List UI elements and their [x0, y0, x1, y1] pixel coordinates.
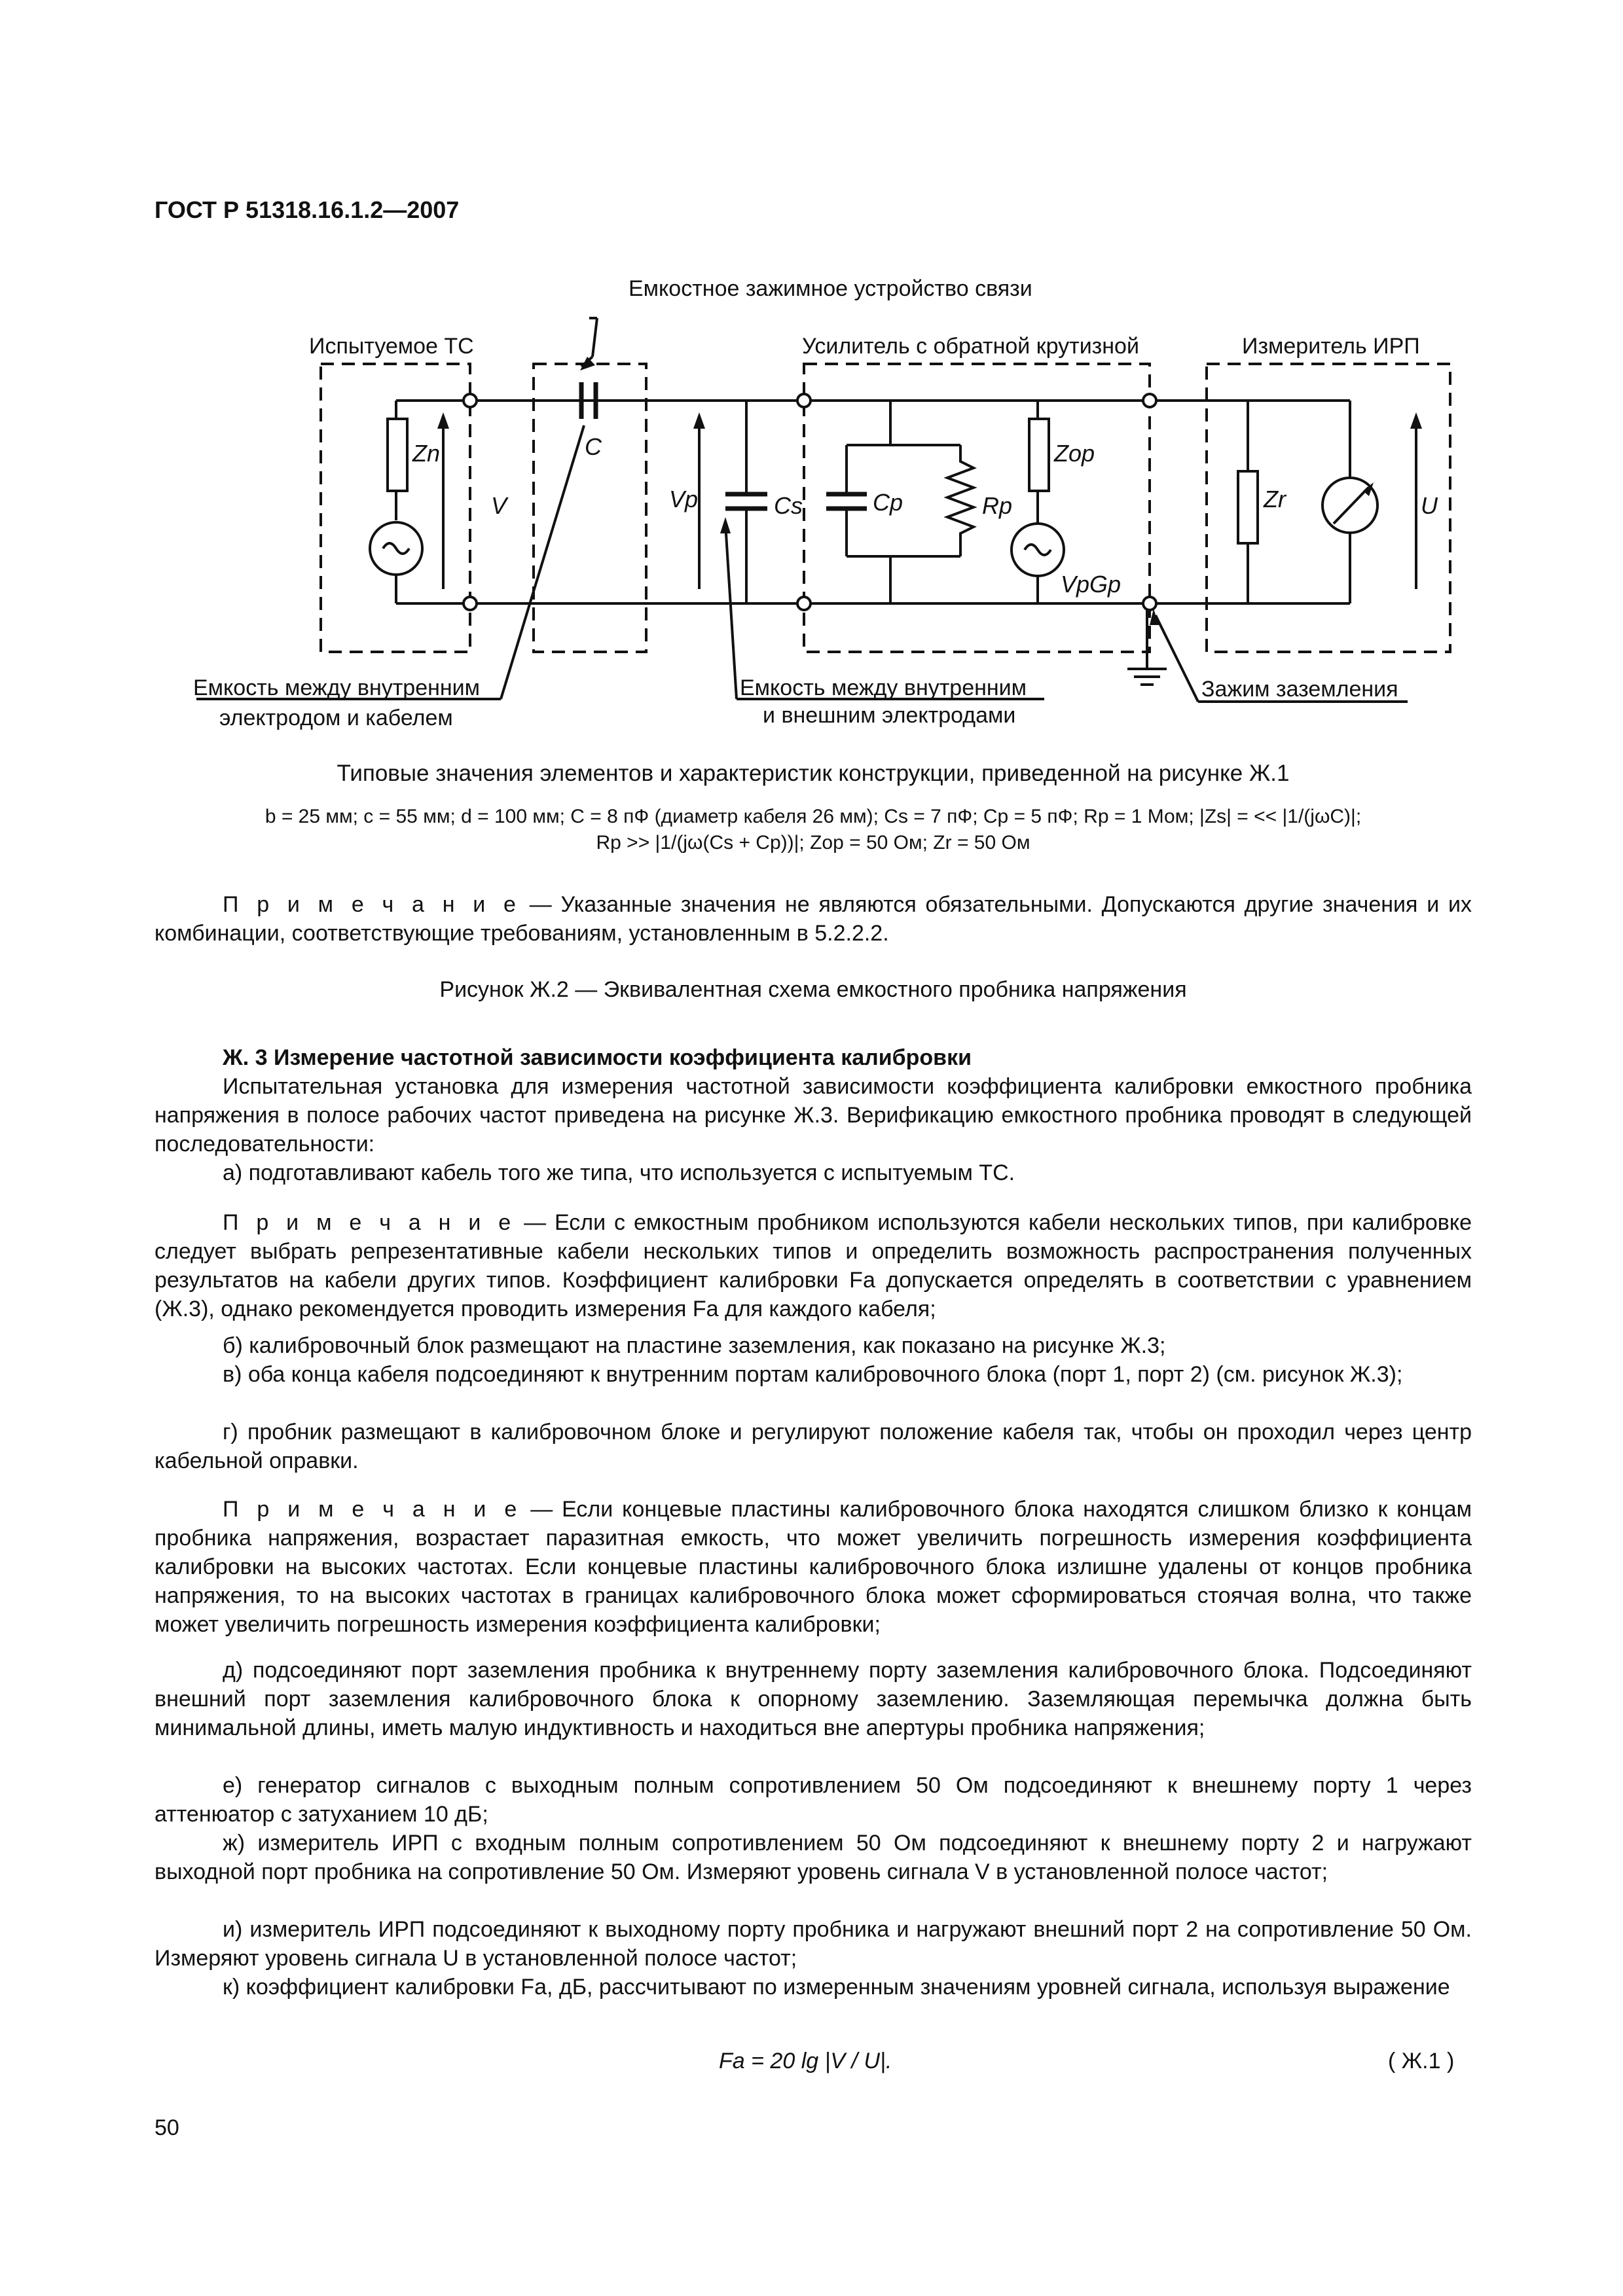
note-3-label: П р и м е ч а н и е: [223, 1497, 522, 1522]
figure-caption: Рисунок Ж.2 — Эквивалентная схема емкостного пробника напряжения: [439, 977, 1187, 1002]
note-1-label: П р и м е ч а н и е: [223, 892, 520, 917]
note-2: [155, 1208, 1472, 1323]
label-Cs: Cs: [774, 492, 803, 519]
item-k: к) коэффициент калибровки Fa, дБ, рассчитывают по измеренным значениям уровней сигнала, используя выражение: [223, 1975, 1450, 2000]
label-C: C: [585, 433, 602, 460]
label-amplifier: Усилитель с обратной крутизной: [802, 334, 1139, 359]
label-Vp: Vp: [669, 486, 699, 512]
item-b: б) калибровочный блок размещают на пластине заземления, как показано на рисунке Ж.3;: [223, 1333, 1166, 1358]
note-1-text: — Указанные значения не являются обязательными. Допускаются другие значения и их комбинации, соответствующие требованиям, установленным в 5.2.2.2.: [155, 892, 1472, 946]
label-Zr: Zr: [1264, 486, 1286, 512]
item-d: д) подсоединяют порт заземления пробника к внутреннему порту заземления калибровочного блока. Подсоединяют внешний порт заземления калибровочного блока к опорному заземлению. Заземляющая перемычка должна быть минимальной длины, иметь малую индуктивность и находиться вне апертуры пробника напряжения;: [155, 1658, 1472, 1740]
note-1: [155, 890, 1472, 948]
label-eut: Испытуемое ТС: [309, 334, 474, 359]
label-V: V: [491, 492, 507, 519]
label-meter: Измеритель ИРП: [1242, 334, 1420, 359]
equivalent-circuit-diagram: [0, 0, 1623, 759]
typical-values-line-2: Rp >> |1/(jω(Cs + Cp))|; Zop = 50 Ом; Zr = 50 Ом: [596, 832, 1030, 853]
item-a: а) подготавливают кабель того же типа, что используется с испытуемым ТС.: [223, 1160, 1015, 1185]
label-ground-clamp: Зажим заземления: [1201, 677, 1398, 702]
label-Cp: Cp: [873, 489, 903, 516]
note-2-label: П р и м е ч а н и е: [223, 1210, 516, 1235]
paragraph-1: Испытательная установка для измерения частотной зависимости коэффициента калибровки емкостного пробника напряжения в полосе рабочих частот приведена на рисунке Ж.3. Верификацию емкостного пробника проводят в следующей последовательности:: [155, 1074, 1472, 1157]
item-e: е) генератор сигналов с выходным полным сопротивлением 50 Ом подсоединяют к внешнему порту 1 через аттенюатор с затуханием 10 дБ;: [155, 1773, 1472, 1827]
page-number: 50: [155, 2115, 179, 2140]
label-VpGp: VpGp: [1061, 571, 1122, 598]
typical-values-line-1: b = 25 мм; c = 55 мм; d = 100 мм; C = 8 пФ (диаметр кабеля 26 мм); Cs = 7 пФ; Cp = 5 пФ; Rp = 1 Мом; |Zs| = << |1/(jωC)|;: [264, 806, 1362, 827]
formula: Fa = 20 lg |V / U|.: [719, 2049, 892, 2073]
label-Rp: Rp: [982, 492, 1013, 519]
label-inner-cable-cap-1: Емкость между внутренним: [193, 675, 481, 700]
item-i: и) измеритель ИРП подсоединяют к выходному порту пробника и нагружают внешний порт 2 на сопротивление 50 Ом. Измеряют уровень сигнала U в установленной полосе частот;: [155, 1917, 1472, 1971]
label-inner-outer-cap-1: Емкость между внутренним: [740, 675, 1027, 700]
note-3: [155, 1495, 1472, 1639]
label-inner-cable-cap-2: электродом и кабелем: [219, 706, 453, 730]
label-inner-outer-cap-2: и внешним электродами: [763, 703, 1016, 728]
item-v: в) оба конца кабеля подсоединяют к внутренним портам калибровочного блока (порт 1, порт 2) (см. рисунок Ж.3);: [223, 1362, 1403, 1387]
note-3-text: — Если концевые пластины калибровочного блока находятся слишком близко к концам пробника напряжения, возрастает паразитная емкость, что может увеличить погрешность измерения коэффициента калибровки на высоких частотах. Если концевые пластины калибровочного блока излишне удалены от концов пробника напряжения, то на высоких частотах в границах калибровочного блока может сформироваться стоячая волна, что также может увеличить погрешность измерения коэффициента калибровки;: [155, 1497, 1472, 1637]
item-g: г) пробник размещают в калибровочном блоке и регулируют положение кабеля так, чтобы он проходил через центр кабельной оправки.: [155, 1420, 1472, 1473]
typical-values-title: Типовые значения элементов и характеристик конструкции, приведенной на рисунке Ж.1: [337, 761, 1290, 786]
label-Zn: Zn: [412, 440, 441, 467]
document-header: ГОСТ Р 51318.16.1.2—2007: [155, 196, 460, 223]
item-zh: ж) измеритель ИРП с входным полным сопротивлением 50 Ом подсоединяют к внешнему порту 2 и нагружают выходной порт пробника на сопротивление 50 Ом. Измеряют уровень сигнала V в установленной полосе частот;: [155, 1831, 1472, 1884]
formula-number: ( Ж.1 ): [1388, 2049, 1455, 2073]
label-Zop: Zop: [1054, 440, 1095, 467]
label-coupling-clamp: Емкостное зажимное устройство связи: [629, 276, 1032, 301]
section-title: Ж. 3 Измерение частотной зависимости коэффициента калибровки: [223, 1045, 972, 1070]
note-2-text: — Если с емкостным пробником используются кабели нескольких типов, при калибровке следует выбрать репрезентативные кабели нескольких типов и определить возможность распространения полученных результатов на кабели других типов. Коэффициент калибровки Fa допускается определять в соответствии с уравнением (Ж.3), однако рекомендуется проводить измерения Fa для каждого кабеля;: [155, 1210, 1472, 1321]
label-U: U: [1421, 492, 1438, 519]
